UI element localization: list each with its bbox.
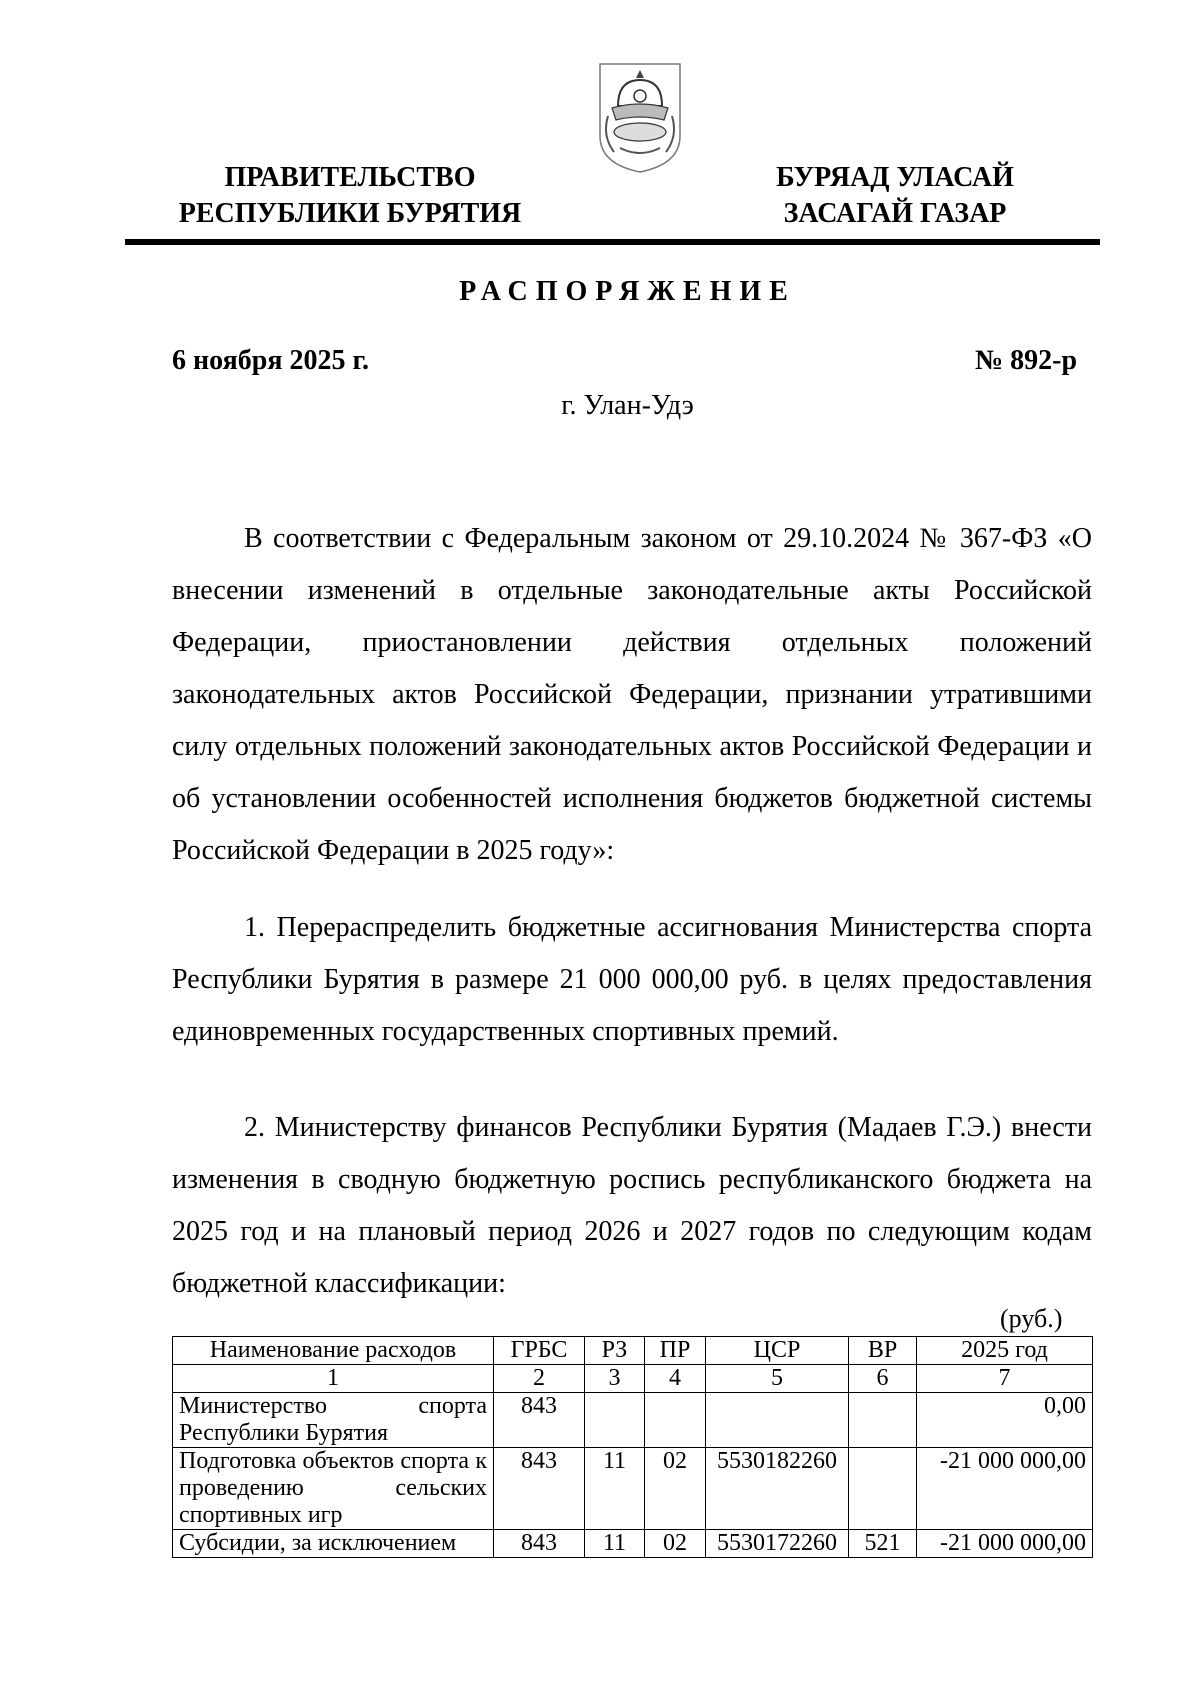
expense-name: Подготовка объектов спорта к проведению сельских спортивных игр [173, 1448, 494, 1530]
org-line: ЗАСАГАЙ ГАЗАР [783, 198, 1007, 229]
header-cell: ГРБС [494, 1337, 585, 1365]
org-line: БУРЯАД УЛАСАЙ [776, 162, 1014, 193]
column-number: 5 [706, 1365, 849, 1393]
table-header-row [173, 1337, 1093, 1365]
currency-unit: (руб.) [1000, 1304, 1063, 1333]
government-name-russian [170, 160, 530, 232]
vr-cell [849, 1448, 917, 1530]
item-2-paragraph: 2. Министерству финансов Республики Бурятия (Мадаев Г.Э.) внести изменения в сводную бюджетную роспись республиканского бюджета на 2025 год и на плановый период 2026 и 2027 годов по следующим кодам бюджетной классификации: [172, 1112, 1092, 1299]
column-number: 6 [849, 1365, 917, 1393]
vr-cell [849, 1393, 917, 1448]
header-cell: ПР [645, 1337, 706, 1365]
rz-cell: 11 [585, 1530, 645, 1558]
vr-cell: 521 [849, 1530, 917, 1558]
header-cell: Наименование расходов [173, 1337, 494, 1365]
grbs-cell: 843 [494, 1393, 585, 1448]
column-number: 4 [645, 1365, 706, 1393]
org-line: ПРАВИТЕЛЬСТВО [224, 162, 476, 193]
budget-table [172, 1336, 1093, 1558]
amount-cell: 0,00 [917, 1393, 1093, 1448]
rz-cell [585, 1393, 645, 1448]
document-type: РАСПОРЯЖЕНИЕ [459, 276, 796, 307]
header-cell: 2025 год [917, 1337, 1093, 1365]
rz-cell: 11 [585, 1448, 645, 1530]
table-number-row [173, 1365, 1093, 1393]
column-number: 7 [917, 1365, 1093, 1393]
document-city: г. Улан-Удэ [561, 390, 694, 421]
column-number: 1 [173, 1365, 494, 1393]
column-number: 3 [585, 1365, 645, 1393]
amount-cell: -21 000 000,00 [917, 1448, 1093, 1530]
pr-cell [645, 1393, 706, 1448]
preamble-paragraph: В соответствии с Федеральным законом от 29.10.2024 № 367-ФЗ «О внесении изменений в отдельные законодательные акты Российской Федерации, приостановлении действия отдельных положений законодательных актов Российской Федерации, признании утратившими силу отдельных положений законодательных актов Российской Федерации и об установлении особенностей исполнения бюджетов бюджетной системы Российской Федерации в 2025 году»: [172, 523, 1092, 866]
org-line: РЕСПУБЛИКИ БУРЯТИЯ [178, 198, 522, 229]
coat-of-arms-icon [594, 56, 686, 176]
expense-name: Субсидии, за исключением [173, 1530, 494, 1558]
table-row [173, 1393, 1093, 1448]
header-divider [125, 239, 1100, 245]
pr-cell: 02 [645, 1530, 706, 1558]
header-cell: ЦСР [706, 1337, 849, 1365]
amount-cell: -21 000 000,00 [917, 1530, 1093, 1558]
header-cell: РЗ [585, 1337, 645, 1365]
grbs-cell: 843 [494, 1530, 585, 1558]
csr-cell: 5530172260 [706, 1530, 849, 1558]
table-row [173, 1448, 1093, 1530]
pr-cell: 02 [645, 1448, 706, 1530]
column-number: 2 [494, 1365, 585, 1393]
csr-cell [706, 1393, 849, 1448]
header-cell: ВР [849, 1337, 917, 1365]
item-1-paragraph: 1. Перераспределить бюджетные ассигнования Министерства спорта Республики Бурятия в размере 21 000 000,00 руб. в целях предоставления единовременных государственных спортивных премий. [172, 912, 1092, 1047]
expense-name: Министерство спорта Республики Бурятия [173, 1393, 494, 1448]
government-name-buryat [760, 160, 1030, 232]
csr-cell: 5530182260 [706, 1448, 849, 1530]
grbs-cell: 843 [494, 1448, 585, 1530]
table-row [173, 1530, 1093, 1558]
document-number: № 892-р [975, 345, 1078, 376]
document-date: 6 ноября 2025 г. [172, 345, 370, 376]
